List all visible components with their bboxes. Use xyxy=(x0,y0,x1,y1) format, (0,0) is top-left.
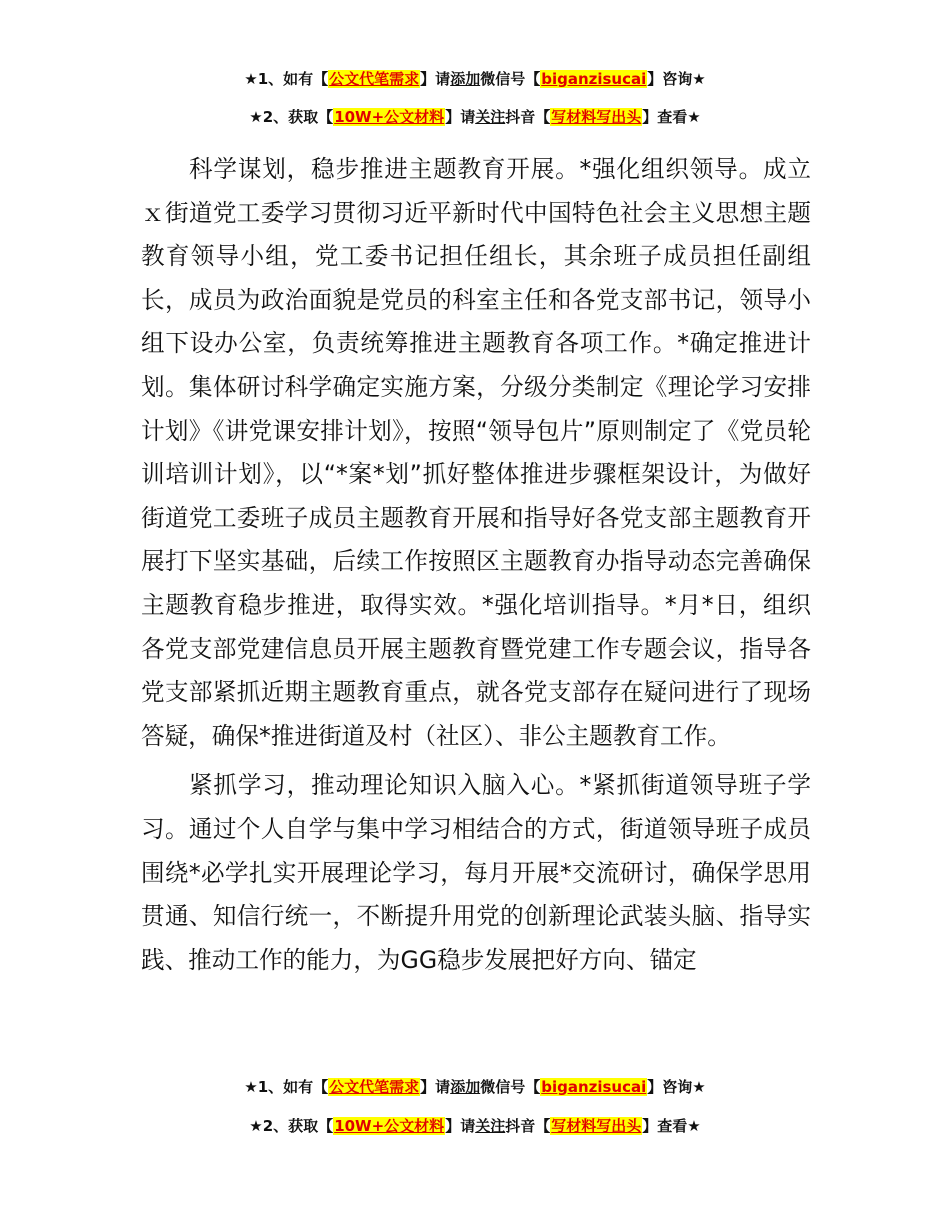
promo-text: 微信号【 xyxy=(480,1078,541,1096)
promo-prefix: ★2、获取【 xyxy=(249,1117,334,1135)
promo-suffix: 】查看★ xyxy=(642,108,701,126)
promo-text: 抖音【 xyxy=(505,1117,551,1135)
footer-promo-line-2 xyxy=(0,1115,950,1137)
promo-douyin-id: 写材料写出头 xyxy=(551,108,642,126)
promo-prefix: ★2、获取【 xyxy=(249,108,334,126)
promo-wechat-id: biganzisucai xyxy=(541,70,647,88)
document-body xyxy=(141,148,811,982)
promo-highlight: 公文代笔需求 xyxy=(329,70,420,88)
promo-underlined-text: 关注 xyxy=(475,1117,506,1135)
promo-prefix: ★1、如有【 xyxy=(244,1078,329,1096)
promo-highlight: 10W+公文材料 xyxy=(334,108,445,126)
footer-promo-line-1 xyxy=(0,1076,950,1098)
paragraph-2: 紧抓学习，推动理论知识入脑入心。*紧抓街道领导班子学习。通过个人自学与集中学习相结合的方式，街道领导班子成员围绕*必学扎实开展理论学习，每月开展*交流研讨，确保学思用贯通、知信行统一，不断提升用党的创新理论武装头脑、指导实践、推动工作的能力，为GG稳步发展把好方向、锚定 xyxy=(141,771,811,974)
header-promo-line-2 xyxy=(0,106,950,128)
promo-text: 】请 xyxy=(445,108,476,126)
header-promo-line-1 xyxy=(0,68,950,90)
promo-suffix: 】咨询★ xyxy=(647,1078,706,1096)
promo-text: 抖音【 xyxy=(505,108,551,126)
promo-underlined-text: 添加 xyxy=(450,70,481,88)
promo-douyin-id: 写材料写出头 xyxy=(551,1117,642,1135)
promo-prefix: ★1、如有【 xyxy=(244,70,329,88)
promo-wechat-id: biganzisucai xyxy=(541,1078,647,1096)
promo-underlined-text: 关注 xyxy=(475,108,506,126)
promo-underlined-text: 添加 xyxy=(450,1078,481,1096)
promo-text: 】请 xyxy=(420,70,451,88)
promo-highlight: 公文代笔需求 xyxy=(329,1078,420,1096)
promo-suffix: 】咨询★ xyxy=(647,70,706,88)
promo-text: 】请 xyxy=(420,1078,451,1096)
promo-text: 】请 xyxy=(445,1117,476,1135)
paragraph-1: 科学谋划，稳步推进主题教育开展。*强化组织领导。成立ｘ街道党工委学习贯彻习近平新时代中国特色社会主义思想主题教育领导小组，党工委书记担任组长，其余班子成员担任副组长，成员为政治面貌是党员的科室主任和各党支部书记，领导小组下设办公室，负责统筹推进主题教育各项工作。*确定推进计划。集体研讨科学确定实施方案，分级分类制定《理论学习安排计划》《讲党课安排计划》，按照“领导包片”原则制定了《党员轮训培训计划》，以“*案*划”抓好整体推进步骤框架设计，为做好街道党工委班子成员主题教育开展和指导好各党支部主题教育开展打下坚实基础，后续工作按照区主题教育办指导动态完善确保主题教育稳步推进，取得实效。*强化培训指导。*月*日，组织各党支部党建信息员开展主题教育暨党建工作专题会议，指导各党支部紧抓近期主题教育重点，就各党支部存在疑问进行了现场答疑，确保*推进街道及村（社区）、非公主题教育工作。 xyxy=(141,155,811,750)
promo-suffix: 】查看★ xyxy=(642,1117,701,1135)
promo-highlight: 10W+公文材料 xyxy=(334,1117,445,1135)
promo-text: 微信号【 xyxy=(480,70,541,88)
